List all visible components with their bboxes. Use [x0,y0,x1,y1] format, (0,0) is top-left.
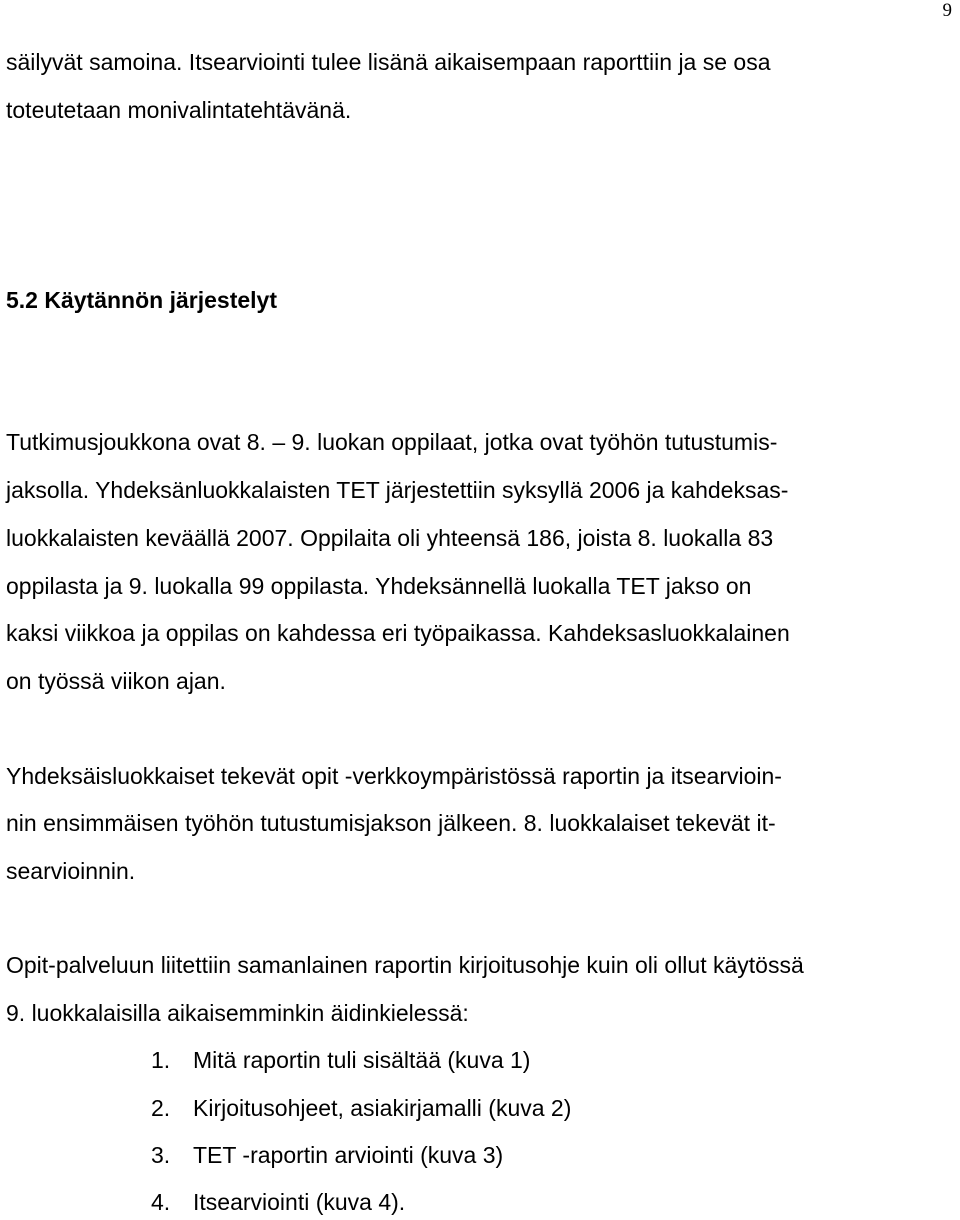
list-item [151,1140,503,1170]
section-heading: 5.2 Käytännön järjestelyt [6,287,277,313]
list-item [151,1187,405,1217]
list-item-number: 3. [151,1142,171,1168]
paragraph-line: nin ensimmäisen työhön tutustumisjakson jälkeen. 8. luokkalaiset tekevät it- [6,810,776,836]
paragraph-line: oppilasta ja 9. luokalla 99 oppilasta. Yhdeksännellä luokalla TET jakso on [6,573,752,599]
paragraph-line: 9. luokkalaisilla aikaisemminkin äidinkielessä: [6,1000,469,1026]
paragraph-line: Yhdeksäisluokkaiset tekevät opit -verkkoympäristössä raportin ja itsearvioin- [6,763,782,789]
list-item-text: Mitä raportin tuli sisältää (kuva 1) [193,1047,531,1073]
list-item [151,1045,530,1075]
paragraph-line: kaksi viikkoa ja oppilas on kahdessa eri työpaikassa. Kahdeksasluokkalainen [6,620,790,646]
list-item-number: 1. [151,1047,171,1073]
list-item-text: Itsearviointi (kuva 4). [193,1189,406,1215]
paragraph-line: Opit-palveluun liitettiin samanlainen raportin kirjoitusohje kuin oli ollut käytössä [6,952,804,978]
list-item-text: Kirjoitusohjeet, asiakirjamalli (kuva 2) [193,1095,572,1121]
page-number: 9 [942,0,952,21]
paragraph-line: on työssä viikon ajan. [6,668,226,694]
list-item-number: 2. [151,1095,171,1121]
intro-line: säilyvät samoina. Itsearviointi tulee lisänä aikaisempaan raporttiin ja se osa [6,49,771,75]
list-item-number: 4. [151,1189,171,1215]
intro-line: toteutetaan monivalintatehtävänä. [6,97,352,123]
paragraph-line: luokkalaisten keväällä 2007. Oppilaita oli yhteensä 186, joista 8. luokalla 83 [6,525,774,551]
paragraph-line: jaksolla. Yhdeksänluokkalaisten TET järjestettiin syksyllä 2006 ja kahdeksas- [6,477,789,503]
list-item [151,1093,571,1123]
paragraph-line: Tutkimusjoukkona ovat 8. – 9. luokan oppilaat, jotka ovat työhön tutustumis- [6,429,778,455]
list-item-text: TET -raportin arviointi (kuva 3) [193,1142,504,1168]
paragraph-line: searvioinnin. [6,858,136,884]
